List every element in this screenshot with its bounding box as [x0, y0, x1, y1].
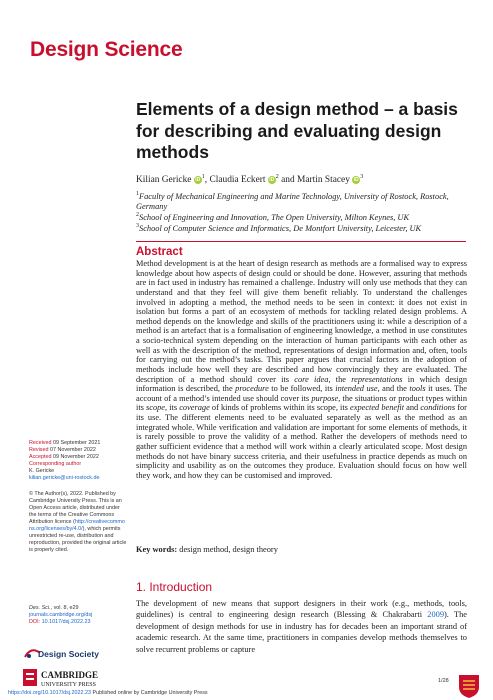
crossmark-icon[interactable] — [457, 673, 481, 699]
paper-title: Elements of a design method – a basis for describing and evaluating design methods — [136, 99, 458, 162]
footer-doi-link[interactable]: https://doi.org/10.1017/dsj.2022.23 — [8, 690, 92, 696]
affiliation — [136, 192, 466, 213]
abstract-emphasis: intended use — [335, 384, 378, 394]
abstract-text: in which design information is described, the — [136, 374, 468, 394]
affiliation-text: Faculty of Mechanical Engineering and Marine Technology, University of Rostock, Rostock, Germany — [136, 192, 449, 212]
affiliation-number: 3 — [136, 222, 139, 229]
intro-text: ). The development of design methods for use in industry has for decades been an important strand of academic research. At the same time, practitioners in companies develop methods themselves to solve recurrent problems or capture — [136, 610, 467, 654]
author-separator: , — [204, 175, 210, 185]
citation-info — [29, 605, 129, 626]
footer-text: Published online by Cambridge University Press — [91, 690, 208, 696]
author-affiliation-mark: 3 — [360, 174, 364, 180]
abstract-emphasis: procedure — [235, 384, 269, 394]
design-society-dot — [27, 654, 31, 658]
citation-journal: Des. Sci. — [29, 605, 51, 611]
author-affiliation-mark: 1 — [201, 174, 205, 180]
license-text: © The Author(s), 2022. Published by Cambridge University Press. This is an Open Access article, distributed under the terms of the Creative Commons Attribution licence ( — [29, 491, 122, 525]
revised-date: 07 November 2022 — [48, 447, 96, 453]
abstract-emphasis: coverage — [179, 403, 210, 413]
author-separator: and — [278, 175, 298, 185]
article-dates — [29, 440, 129, 461]
journal-name: Design Science — [30, 38, 183, 61]
doi-link[interactable]: 10.1017/dsj.2022.23 — [40, 619, 91, 625]
section-divider — [136, 241, 466, 242]
affiliation-number: 2 — [136, 212, 139, 218]
footer — [8, 690, 208, 696]
doi-label: DOI: — [29, 619, 41, 625]
author-list — [136, 175, 363, 185]
abstract-text: and — [404, 403, 421, 413]
design-society-wordmark: Design Society — [38, 649, 99, 659]
abstract-emphasis: representations — [351, 374, 403, 384]
author-name: Kilian Gericke — [136, 175, 192, 185]
received-date: 09 September 2021 — [51, 440, 101, 446]
corresponding-author-email[interactable]: kilian.gericke@uni-rostock.de — [29, 475, 100, 481]
cambridge-university-press-logo — [22, 667, 110, 689]
design-society-logo — [22, 644, 102, 662]
received-label: Received — [29, 440, 52, 446]
citation-link[interactable]: 2009 — [427, 610, 445, 620]
cambridge-subtitle: UNIVERSITY PRESS — [41, 682, 96, 688]
abstract-emphasis: conditions — [420, 403, 456, 413]
abstract-text: for its use. The different elements need to be evaluated separately as well as the method as an integrated whole. While verification and validation are important for some elements of methods, it is rarely possible to prove the validity of a method. Rather the developers of methods need to gather sufficient evidence that a method will work within a clearly articulated scope. Most design methods do not have binary success criteria, and their usefulness in practice depends as much on simplicity and usability as on the outcomes they produce. Evaluation should focus on how well they work, and how they can be customised and improved. — [136, 403, 467, 480]
cambridge-shield-icon — [23, 669, 37, 686]
license-text: ), which permits unrestricted re-use, distribution and reproduction, provided the original article is properly cited. — [29, 526, 127, 553]
abstract-text: , its — [165, 403, 180, 413]
affiliation-text: School of Computer Science and Informatics, De Montfort University, Leicester, UK — [139, 223, 422, 233]
affiliation — [136, 213, 466, 223]
author-name: Martin Stacey — [297, 175, 350, 185]
author-name: Claudia Eckert — [209, 175, 266, 185]
abstract-text: , the situations or product types within its — [136, 393, 468, 413]
cambridge-shield-detail — [26, 678, 34, 680]
orcid-icon[interactable]: iD — [195, 177, 201, 183]
license-link[interactable]: http://creativecommons.org/licenses/by/4.0/ — [29, 519, 125, 532]
accepted-date: 09 November 2022 — [51, 454, 99, 460]
abstract-text: to be followed, its — [268, 384, 336, 394]
abstract-text: , and the — [377, 384, 410, 394]
abstract-emphasis: expected benefit — [350, 403, 405, 413]
author-affiliation-mark: 2 — [275, 174, 279, 180]
abstract-emphasis: purpose — [311, 393, 339, 403]
abstract-heading: Abstract — [136, 246, 183, 258]
abstract-emphasis: scope — [146, 403, 165, 413]
affiliation — [136, 224, 466, 234]
keywords-text: design method, design theory — [177, 545, 278, 554]
accepted-label: Accepted — [29, 454, 52, 460]
corresponding-author — [29, 461, 129, 482]
intro-text: The development of new means that support designers in their work (e.g., methods, tools, guidelines) is central to engineering design research (Blessing & Chakrabarti — [136, 599, 467, 620]
corresponding-author-name: K. Gericke — [29, 468, 55, 474]
section-heading-introduction: 1. Introduction — [136, 580, 213, 594]
orcid-icon[interactable]: iD — [269, 177, 275, 183]
corresponding-author-label: Corresponding author — [29, 461, 82, 467]
abstract-text: of kinds of problems within its scope, its — [209, 403, 351, 413]
keywords — [136, 545, 278, 554]
introduction-body — [136, 598, 467, 655]
abstract-text: it uses. The account of a method’s intended use should cover its — [136, 384, 467, 403]
cambridge-shield-detail — [26, 673, 34, 675]
citation-volume: , vol. 8, e29 — [50, 605, 79, 611]
abstract-emphasis: core idea — [294, 374, 329, 384]
abstract-text: Method development is at the heart of design research as methods are a formalised way to express knowledge about how aspects of design could or should be done. However, assuring that methods are in fact used in industry has remained a challenge. Industry will only use methods that they can understand and that they feel will give them benefit reliably. To understand the challenges involved in adopting a method, the method needs to be seen in context: it does not exist in isolation but forms a part of an ecosystem of methods for tackling related design problems. A method depends on the knowledge and skills of the practitioners using it: while a description of a method is an artefact that is a formalisation of engineering knowledge, a method in use constitutes a socio-technical system depending on the interaction of human participants with each other as well as with the description of the method, representations of design information and, often, tools for carrying out the method’s tasks. This paper argues that crucial factors in the adoption of methods include how well they are described and how convincingly they are evaluated. The description of a method should cover its — [136, 259, 467, 384]
keywords-label: Key words: — [136, 545, 178, 554]
page-number: 1/28 — [438, 678, 449, 684]
affiliation-text: School of Engineering and Innovation, The Open University, Milton Keynes, UK — [139, 213, 410, 222]
orcid-icon[interactable]: iD — [353, 177, 359, 183]
cambridge-wordmark: CAMBRIDGE — [41, 670, 99, 680]
abstract-text: , the — [328, 374, 352, 384]
license-statement — [29, 491, 127, 554]
abstract-emphasis: tools — [409, 384, 426, 394]
revised-label: Revised — [29, 447, 49, 453]
journal-url[interactable]: journals.cambridge.org/dsj — [29, 612, 93, 618]
affiliation-number: 1 — [136, 191, 139, 197]
abstract-body — [136, 259, 467, 480]
crossmark-shield — [459, 675, 479, 698]
